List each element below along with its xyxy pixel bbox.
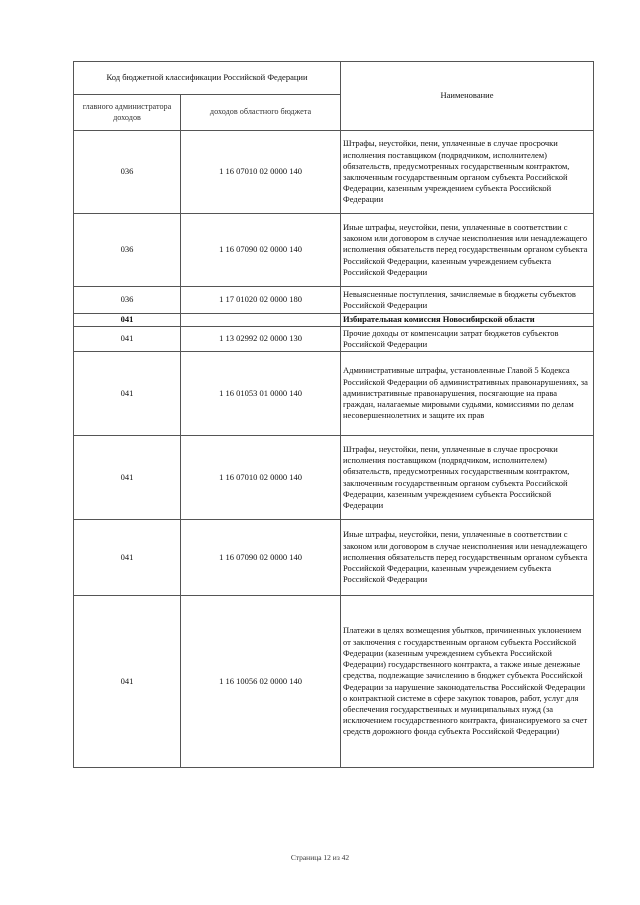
budget-classification-table <box>73 61 594 768</box>
table-row <box>74 214 594 287</box>
table-row <box>74 327 594 352</box>
name-cell: Иные штрафы, неустойки, пени, уплаченные в соответствии с законом или договором в случае неисполнения или ненадлежащего исполнения обязательств перед государственным органом субъекта Российской Федерации, казенным учреждением субъекта Российской Федерации <box>341 520 594 596</box>
admin-code-cell: 036 <box>74 214 181 287</box>
income-code-cell: 1 16 01053 01 0000 140 <box>181 352 341 436</box>
name-cell: Прочие доходы от компенсации затрат бюджетов субъектов Российской Федерации <box>341 327 594 352</box>
table-row <box>74 520 594 596</box>
name-cell: Административные штрафы, установленные Главой 5 Кодекса Российской Федерации об административных правонарушениях, за административные правонарушения, посягающие на права граждан, налагаемые мировыми судьями, комиссиями по делам несовершеннолетних и защите их прав <box>341 352 594 436</box>
admin-code-cell: 036 <box>74 287 181 314</box>
code-column-header: Код бюджетной классификации Российской Федерации <box>74 62 341 95</box>
table-group-row <box>74 314 594 327</box>
income-code-cell: 1 16 07010 02 0000 140 <box>181 131 341 214</box>
income-code-cell: 1 17 01020 02 0000 180 <box>181 287 341 314</box>
name-cell: Штрафы, неустойки, пени, уплаченные в случае просрочки исполнения поставщиком (подрядчиком, исполнителем) обязательств, предусмотренных государственным контрактом, заключенным государственным органом субъекта Российской Федерации, казенным учреждением субъекта Российской Федерации <box>341 436 594 520</box>
name-cell: Невыясненные поступления, зачисляемые в бюджеты субъектов Российской Федерации <box>341 287 594 314</box>
income-code-cell <box>181 314 341 327</box>
admin-column-header: главного администратора доходов <box>74 95 181 131</box>
admin-code-cell: 041 <box>74 596 181 768</box>
income-code-cell: 1 16 07090 02 0000 140 <box>181 214 341 287</box>
admin-code-cell: 041 <box>74 520 181 596</box>
income-code-cell: 1 13 02992 02 0000 130 <box>181 327 341 352</box>
admin-code-cell: 036 <box>74 131 181 214</box>
table-header-row <box>74 62 594 95</box>
admin-code-cell: 041 <box>74 352 181 436</box>
name-column-header: Наименование <box>341 62 594 131</box>
admin-code-cell: 041 <box>74 436 181 520</box>
name-cell: Платежи в целях возмещения убытков, причиненных уклонением от заключения с государственным органом субъекта Российской Федерации (казенным учреждением субъекта Российской Федерации) государственного контракта, а также иные денежные средства, подлежащие зачислению в бюджет субъекта Российской Федерации за нарушение законодательства Российской Федерации о контрактной системе в сфере закупок товаров, работ, услуг для обеспечения государственных и муниципальных нужд (за исключением государственного контракта, финансируемого за счет средств дорожного фонда субъекта Российской Федерации) <box>341 596 594 768</box>
table-row <box>74 287 594 314</box>
name-cell: Штрафы, неустойки, пени, уплаченные в случае просрочки исполнения поставщиком (подрядчиком, исполнителем) обязательств, предусмотренных государственным контрактом, заключенным государственным органом субъекта Российской Федерации, казенным учреждением субъекта Российской Федерации <box>341 131 594 214</box>
name-cell: Иные штрафы, неустойки, пени, уплаченные в соответствии с законом или договором в случае неисполнения или ненадлежащего исполнения обязательств перед государственным органом субъекта Российской Федерации, казенным учреждением субъекта Российской Федерации <box>341 214 594 287</box>
income-column-header: доходов областного бюджета <box>181 95 341 131</box>
table-row <box>74 596 594 768</box>
admin-code-cell: 041 <box>74 314 181 327</box>
income-code-cell: 1 16 07010 02 0000 140 <box>181 436 341 520</box>
admin-code-cell: 041 <box>74 327 181 352</box>
table-row <box>74 436 594 520</box>
group-name-cell: Избирательная комиссия Новосибирской области <box>341 314 594 327</box>
table-row <box>74 131 594 214</box>
income-code-cell: 1 16 07090 02 0000 140 <box>181 520 341 596</box>
page-number: Страница 12 из 42 <box>290 853 350 862</box>
income-code-cell: 1 16 10056 02 0000 140 <box>181 596 341 768</box>
table-row <box>74 352 594 436</box>
